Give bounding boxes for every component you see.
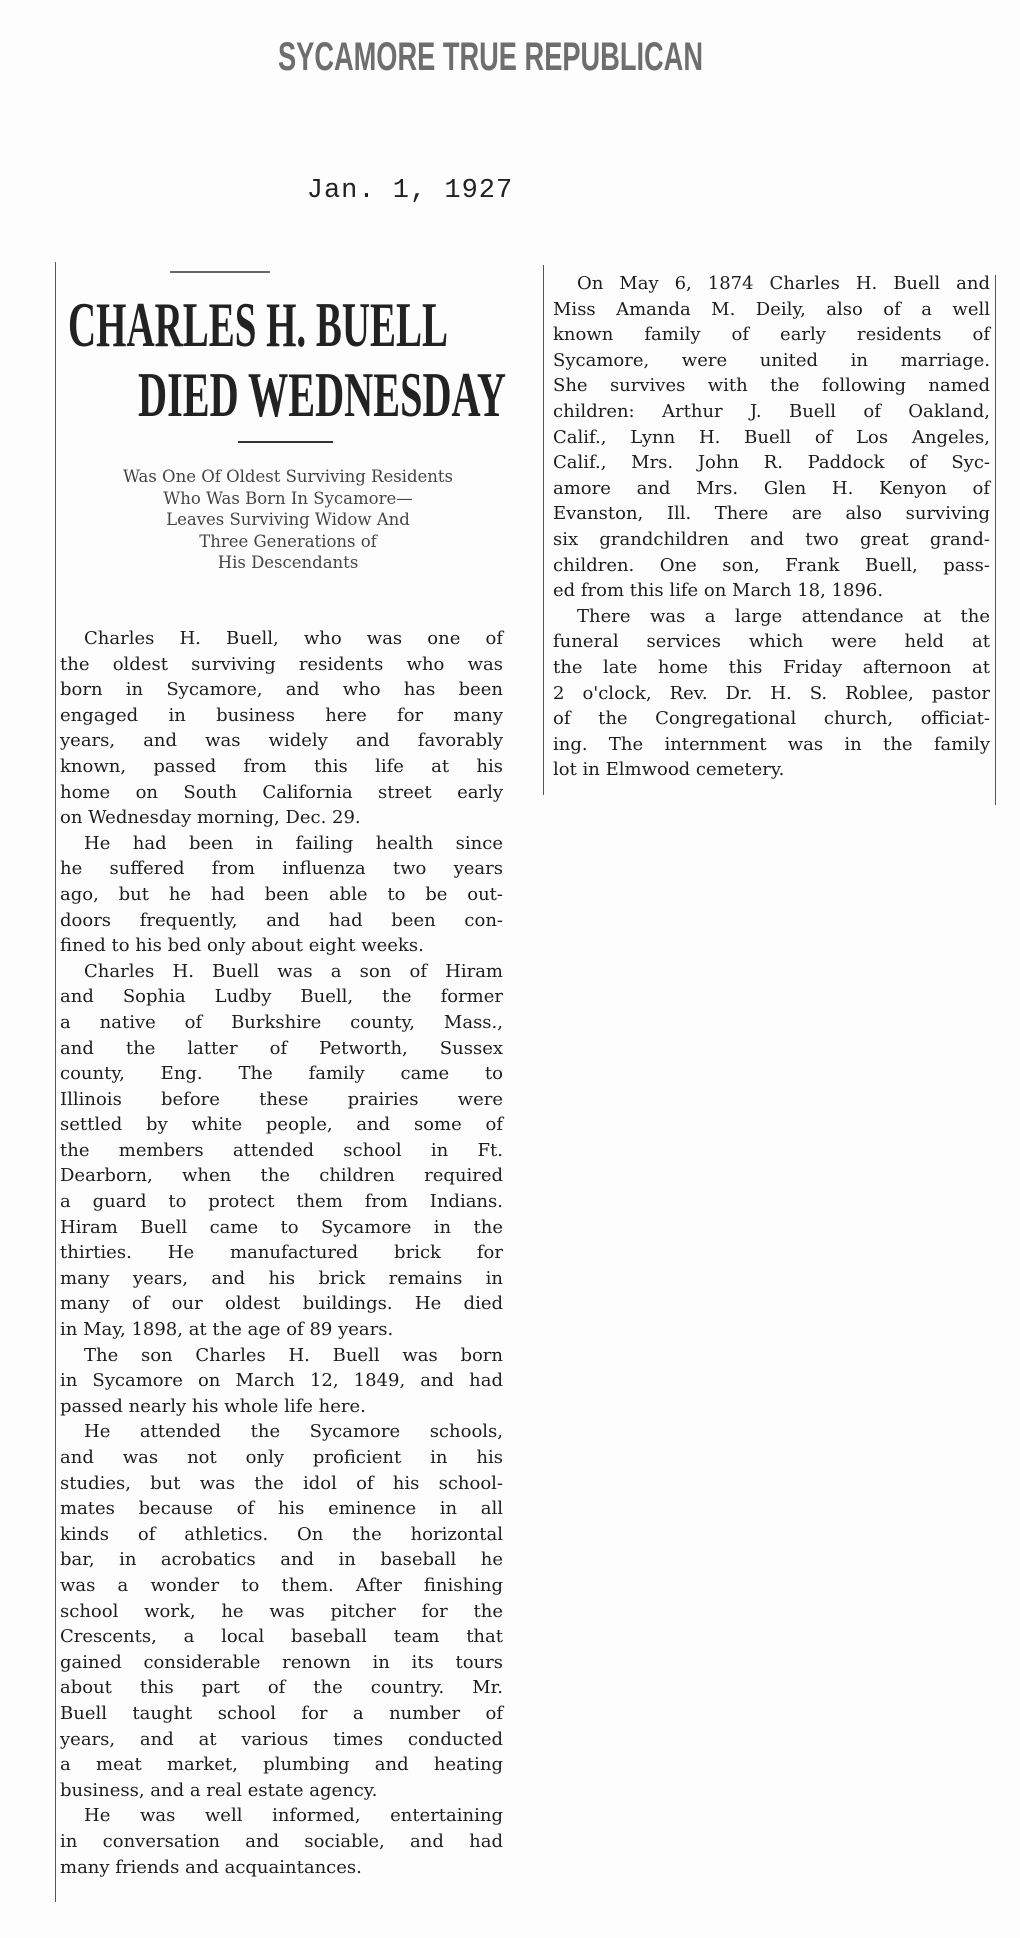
article-line: Charles H. Buell, who was one of xyxy=(84,628,503,649)
subhead-line: His Descendants xyxy=(217,553,359,572)
masthead-stamp xyxy=(0,0,1020,90)
headline-line-2: DIED WEDNESDAY xyxy=(138,359,506,430)
article-line: children. One son, Frank Buell, pass- xyxy=(553,554,990,576)
subhead-line: Who Was Born In Sycamore— xyxy=(163,488,413,508)
article-line: kinds of athletics. On the horizontal xyxy=(60,1523,503,1545)
article-line: Hiram Buell came to Sycamore in the xyxy=(60,1216,503,1238)
article-line: Evanston, Ill. There are also surviving xyxy=(553,503,990,525)
article-line: Miss Amanda M. Deily, also of a well xyxy=(553,298,990,320)
article-line: ago, but he had been able to be out- xyxy=(60,883,503,905)
article-line: and the latter of Petworth, Sussex xyxy=(60,1037,503,1059)
article-line: on Wednesday morning, Dec. 29. xyxy=(60,807,361,829)
article-line: county, Eng. The family came to xyxy=(60,1063,503,1085)
subhead-line: Leaves Surviving Widow And xyxy=(166,510,410,529)
article-line: many years, and his brick remains in xyxy=(60,1267,503,1289)
article-line: Charles H. Buell was a son of Hiram xyxy=(84,960,503,982)
top-rule xyxy=(170,271,270,273)
article-line: He attended the Sycamore schools, xyxy=(84,1421,503,1443)
article-line: funeral services which were held at xyxy=(553,631,990,653)
subheads xyxy=(62,466,514,574)
article-line: Calif., Lynn H. Buell of Los Angeles, xyxy=(553,426,990,448)
masthead: SYCAMORE TRUE REPUBLICAN xyxy=(278,35,703,79)
article-line: Dearborn, when the children required xyxy=(60,1165,503,1187)
article-line: born in Sycamore, and who has been xyxy=(60,679,503,701)
article-line: of the Congregational church, officiat- xyxy=(553,708,990,730)
subhead-line: Three Generations of xyxy=(199,531,377,551)
article-line: ing. The internment was in the family xyxy=(553,733,990,755)
article-line: a native of Burkshire county, Mass., xyxy=(60,1011,503,1033)
article-line: and was not only proficient in his xyxy=(60,1447,503,1468)
article-line: On May 6, 1874 Charles H. Buell and xyxy=(577,273,990,294)
article-line: about this part of the country. Mr. xyxy=(60,1677,503,1699)
clipping-date: Jan. 1, 1927 xyxy=(306,176,514,206)
article-line: was a wonder to them. After finishing xyxy=(60,1574,503,1596)
article-line: mates because of his eminence in all xyxy=(60,1498,503,1520)
left-column-body xyxy=(60,626,503,1880)
article-line: doors frequently, and had been con- xyxy=(60,909,503,931)
article-line: school work, he was pitcher for the xyxy=(60,1600,503,1622)
article-line: gained considerable renown in its tours xyxy=(60,1651,503,1673)
article-line: He had been in failing health since xyxy=(84,832,503,854)
article-line: in conversation and sociable, and had xyxy=(60,1830,503,1852)
right-column-left-border xyxy=(543,265,544,795)
article-line: Crescents, a local baseball team that xyxy=(60,1626,503,1648)
article-line: The son Charles H. Buell was born xyxy=(84,1344,503,1366)
right-column-right-border xyxy=(995,275,996,805)
article-line: years, and at various times conducted xyxy=(60,1728,503,1750)
article-line: Sycamore, were united in marriage. xyxy=(553,349,990,371)
article-line: fined to his bed only about eight weeks. xyxy=(60,935,424,957)
article-line: and Sophia Ludby Buell, the former xyxy=(60,986,503,1008)
article-line: children: Arthur J. Buell of Oakland, xyxy=(553,400,990,422)
headline-rule xyxy=(238,441,333,443)
article-line: business, and a real estate agency. xyxy=(60,1779,378,1801)
article-line: a meat market, plumbing and heating xyxy=(60,1754,503,1776)
article-line: lot in Elmwood cemetery. xyxy=(553,759,785,781)
subhead-line: Was One Of Oldest Surviving Residents xyxy=(122,467,454,486)
article-line: six grandchildren and two great grand- xyxy=(553,528,990,550)
article-line: he suffered from influenza two years xyxy=(60,858,503,880)
article-line: Illinois before these prairies were xyxy=(60,1088,503,1110)
article-line: in May, 1898, at the age of 89 years. xyxy=(60,1319,394,1341)
article-line: the oldest surviving residents who was xyxy=(60,653,503,675)
headline xyxy=(0,280,540,430)
article-line: home on South California street early xyxy=(60,781,503,803)
headline-line-1: CHARLES H. BUELL xyxy=(68,289,448,360)
article-line: known family of early residents of xyxy=(553,324,990,346)
article-line: in Sycamore on March 12, 1849, and had xyxy=(60,1370,503,1392)
article-line: thirties. He manufactured brick for xyxy=(60,1242,503,1264)
article-line: Buell taught school for a number of xyxy=(60,1702,503,1724)
left-column-border xyxy=(55,262,56,1902)
article-line: ed from this life on March 18, 1896. xyxy=(553,580,884,602)
article-line: studies, but was the idol of his school- xyxy=(60,1472,503,1494)
article-line: the late home this Friday afternoon at xyxy=(553,656,990,678)
article-line: She survives with the following named xyxy=(553,375,990,397)
article-line: 2 o'clock, Rev. Dr. H. S. Roblee, pastor xyxy=(553,682,990,704)
article-line: many of our oldest buildings. He died xyxy=(60,1293,503,1315)
article-line: engaged in business here for many xyxy=(60,704,503,726)
article-line: amore and Mrs. Glen H. Kenyon of xyxy=(553,477,990,499)
article-line: the members attended school in Ft. xyxy=(60,1139,503,1161)
article-line: settled by white people, and some of xyxy=(60,1114,503,1136)
article-line: a guard to protect them from Indians. xyxy=(60,1191,503,1213)
article-line: He was well informed, entertaining xyxy=(84,1805,503,1827)
article-line: many friends and acquaintances. xyxy=(60,1856,362,1878)
article-line: There was a large attendance at the xyxy=(577,605,990,627)
article-line: known, passed from this life at his xyxy=(60,755,503,777)
article-line: years, and was widely and favorably xyxy=(60,730,503,752)
right-column-body xyxy=(553,271,990,783)
article-line: passed nearly his whole life here. xyxy=(60,1395,366,1417)
article-line: Calif., Mrs. John R. Paddock of Syc- xyxy=(553,452,990,474)
article-line: bar, in acrobatics and in baseball he xyxy=(60,1549,503,1571)
